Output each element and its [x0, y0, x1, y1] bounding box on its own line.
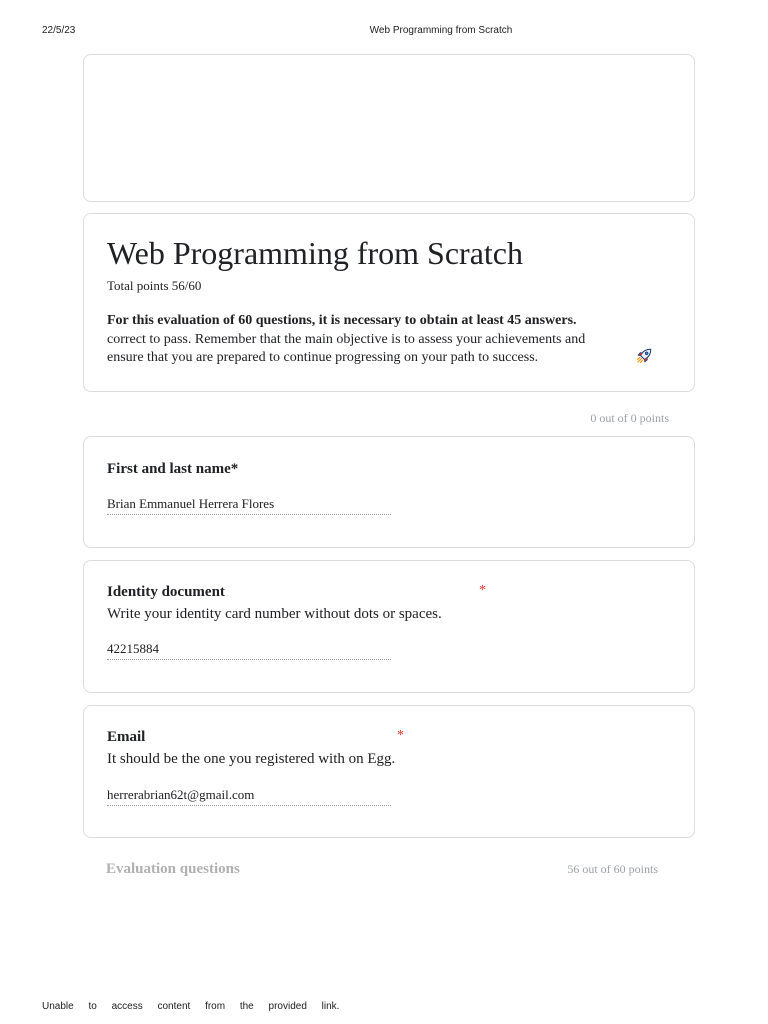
form-header-card [83, 213, 695, 392]
required-mark: * [397, 728, 404, 743]
total-points: Total points 56/60 [107, 278, 202, 293]
section-points: 0 out of 0 points [590, 411, 669, 425]
question-title: Email [107, 729, 146, 745]
answer-field: herrerabrian62t@gmail.com [107, 787, 391, 806]
question-card-email [83, 705, 695, 838]
required-mark: * [479, 583, 486, 598]
section-points: 56 out of 60 points [567, 862, 658, 876]
print-header-title: Web Programming from Scratch [369, 25, 513, 36]
section-title: Evaluation questions [106, 861, 240, 877]
question-title: Identity document [107, 584, 225, 600]
question-title: First and last name* [107, 461, 239, 477]
rocket-icon [635, 347, 653, 365]
footer-note: Unable to access content from the provided link. [42, 1001, 340, 1012]
question-help-text: Write your identity card number without dots or spaces. [107, 606, 442, 622]
question-card-name [83, 436, 695, 548]
description-text: correct to pass. Remember that the main objective is to assess your achievements and ensure that you are prepared to continue progressing on your path to success. [107, 331, 586, 365]
header-banner [83, 54, 695, 202]
question-help-text: It should be the one you registered with on Egg. [107, 751, 396, 767]
answer-field: 42215884 [107, 641, 391, 660]
required-mark: * [230, 461, 239, 477]
form-description [107, 312, 607, 368]
answer-field: Brian Emmanuel Herrera Flores [107, 496, 391, 515]
description-bold: For this evaluation of 60 questions, it is necessary to obtain at least 45 answers. [107, 313, 577, 328]
form-title: Web Programming from Scratch [107, 235, 523, 271]
question-card-identity [83, 560, 695, 693]
print-date: 22/5/23 [42, 25, 76, 36]
